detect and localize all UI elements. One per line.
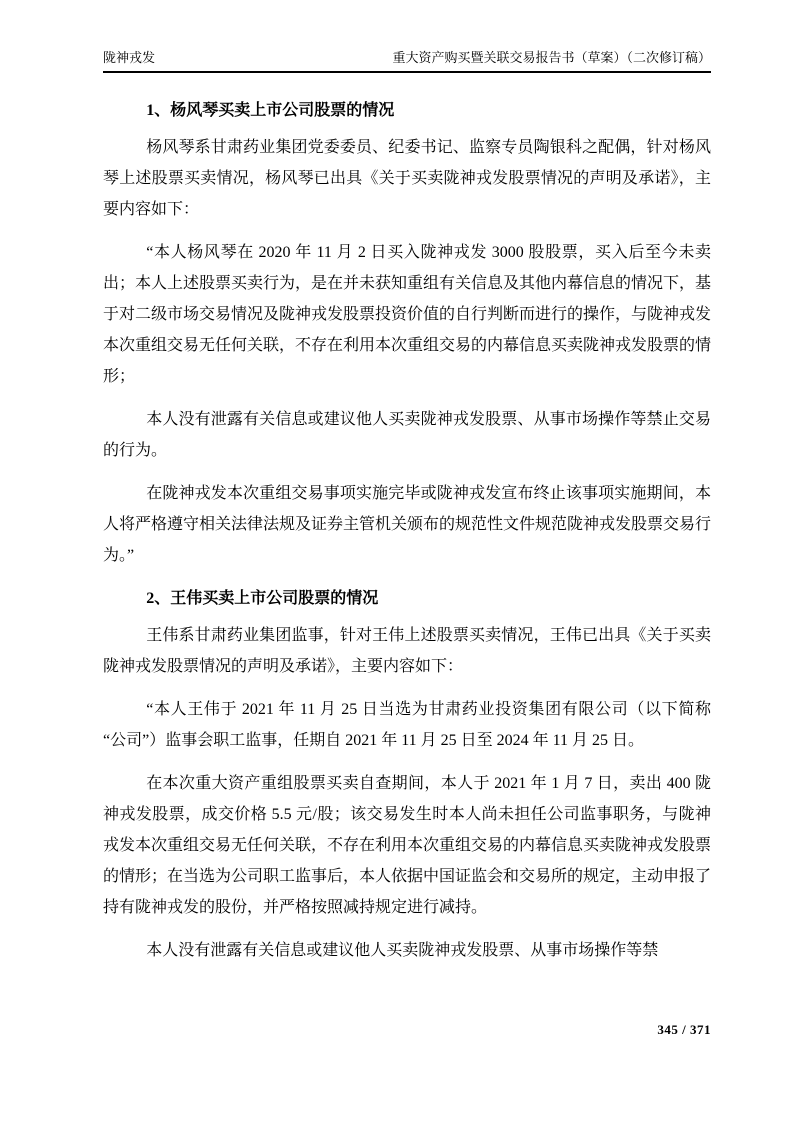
document-body [103,95,711,978]
paragraph: 本人没有泄露有关信息或建议他人买卖陇神戎发股票、从事市场操作等禁 [146,942,659,959]
paragraph: 在本次重大资产重组股票买卖自查期间，本人于 2021 年 1 月 7 日，卖出 400 陇神戎发股票，成交价格 5.5 元/股；该交易发生时本人尚未担任公司监事职务，与陇神戎发本次重组交易无任何关联，不存在利用本次重组交易的内幕信息买卖陇神戎发股票的情形；在当选为公司职工监事后，本人依据中国证监会和交易所的规定，主动申报了持有陇神戎发的股份，并严格按照减持规定进行减持。 [103,775,712,916]
paragraph: “本人王伟于 2021 年 11 月 25 日当选为甘肃药业投资集团有限公司（以下简称“公司”）监事会职工监事，任期自 2021 年 11 月 25 日至 2024 年 11 月 25 日。 [103,701,711,749]
section-heading: 2、王伟买卖上市公司股票的情况 [146,590,379,607]
paragraph: 本人没有泄露有关信息或建议他人买卖陇神戎发股票、从事市场操作等禁止交易的行为。 [103,411,711,459]
header-report-title: 重大资产购买暨关联交易报告书（草案）（二次修订稿） [392,50,711,65]
paragraph: “本人杨风琴在 2020 年 11 月 2 日买入陇神戎发 3000 股股票，买入后至今未卖出；本人上述股票买卖行为，是在并未获知重组有关信息及其他内幕信息的情况下，基于对二级市场交易情况及陇神戎发股票投资价值的自行判断而进行的操作，与陇神戎发本次重组交易无任何关联，不存在利用本次重组交易的内幕信息买卖陇神戎发股票的情形； [103,244,712,385]
paragraph: 王伟系甘肃药业集团监事，针对王伟上述股票买卖情况，王伟已出具《关于买卖陇神戎发股票情况的声明及承诺》，主要内容如下： [103,627,711,675]
header-company-name: 陇神戎发 [103,50,156,65]
paragraph: 在陇神戎发本次重组交易事项实施完毕或陇神戎发宣布终止该事项实施期间，本人将严格遵守相关法律法规及证券主管机关颁布的规范性文件规范陇神戎发股票交易行为。” [103,485,712,564]
section-heading: 1、杨风琴买卖上市公司股票的情况 [146,102,395,119]
page-number: 345 / 371 [657,1022,711,1037]
paragraph: 杨风琴系甘肃药业集团党委委员、纪委书记、监察专员陶银科之配偶，针对杨风琴上述股票买卖情况，杨风琴已出具《关于买卖陇神戎发股票情况的声明及承诺》，主要内容如下： [103,139,711,218]
page-header [103,49,711,73]
